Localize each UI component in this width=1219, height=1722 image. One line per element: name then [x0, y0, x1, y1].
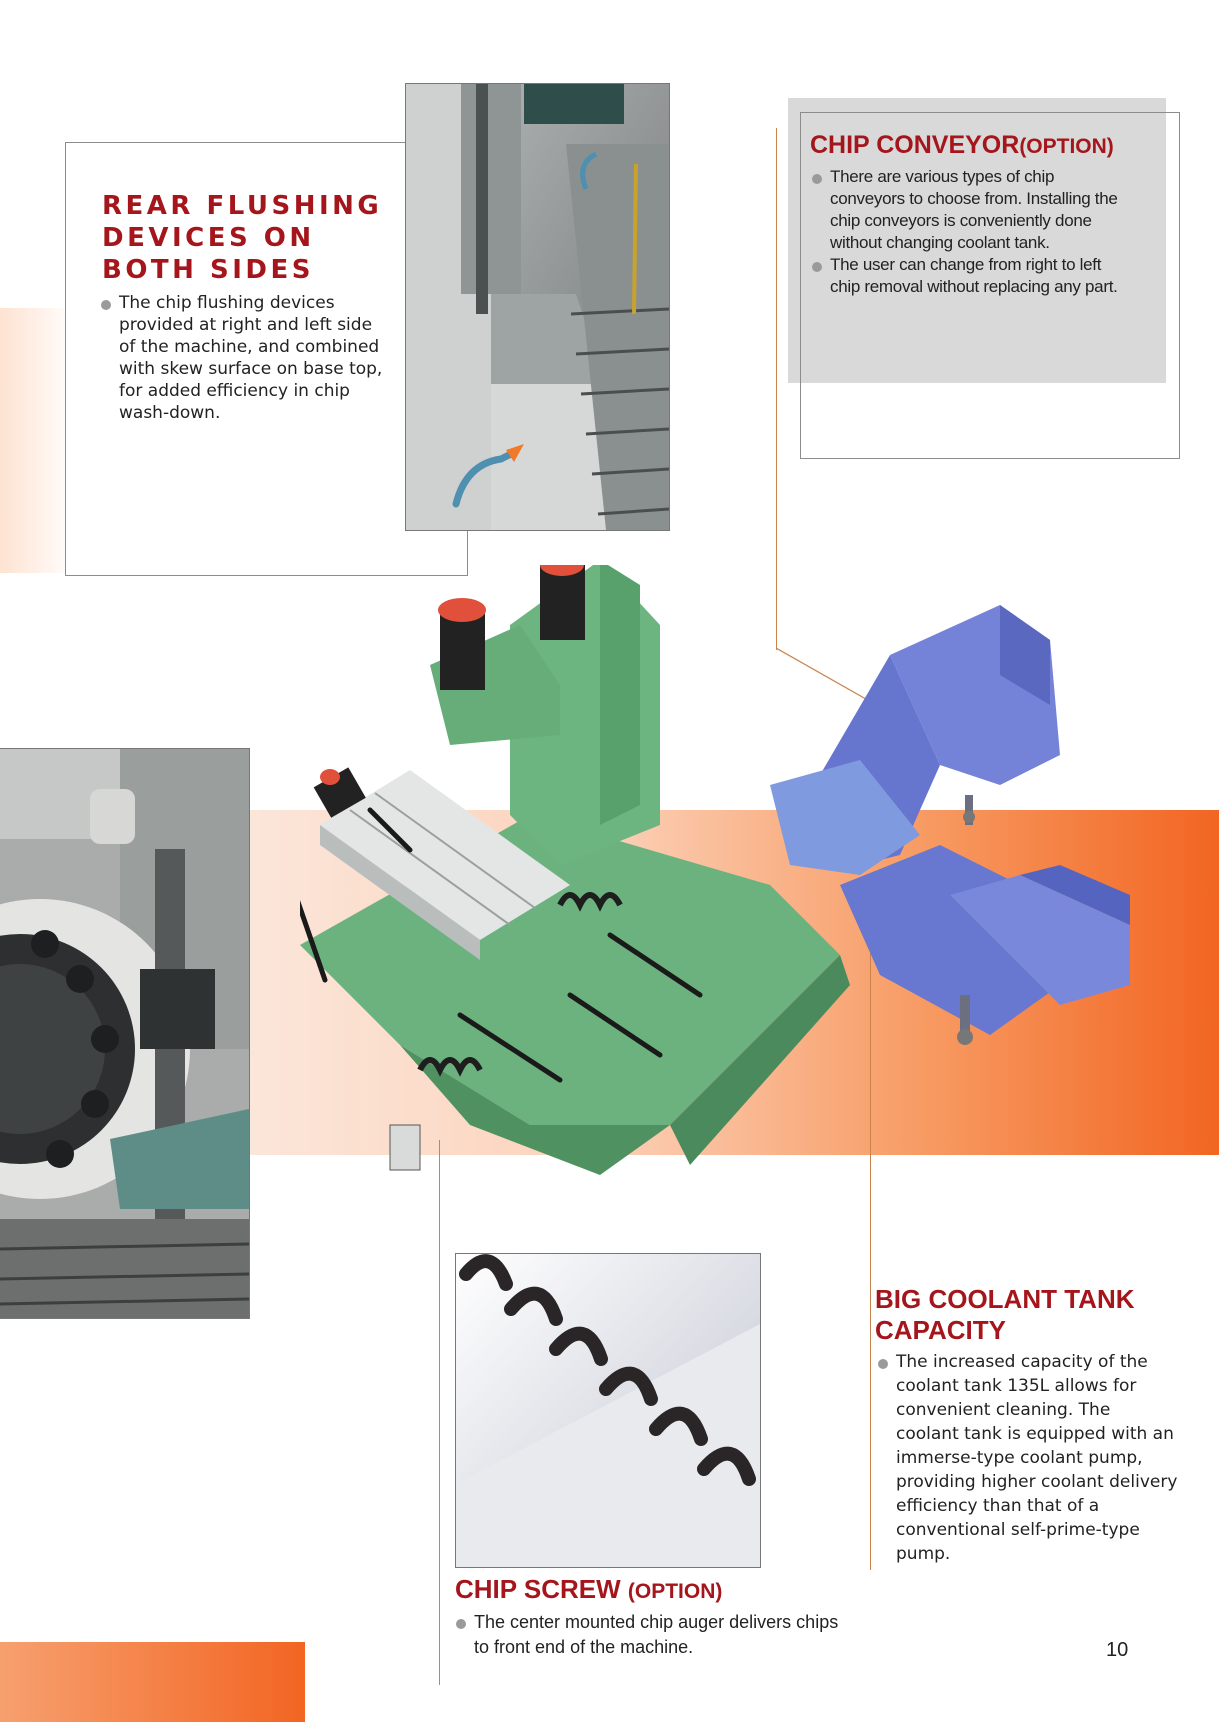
coolant-tank-bullet: The increased capacity of the coolant tank 135L allows for convenient cleaning. The coolant tank is equipped with an immerse-type coolant pump, providing higher coolant delivery efficiency than that of a conventional self-prime-type pump. [878, 1350, 1178, 1566]
spindle-photo [0, 748, 250, 1319]
chip-conveyor-title [810, 130, 1180, 162]
left-gradient-panel [0, 308, 75, 573]
chip-screw-title-option: (OPTION) [627, 1580, 723, 1603]
coolant-tank-title: BIG COOLANT TANK CAPACITY [875, 1284, 1135, 1345]
coolant-tank-bullets [878, 1350, 1178, 1566]
chip-screw-photo [455, 1253, 761, 1568]
rear-flushing-title: REAR FLUSHING DEVICES ON BOTH SIDES [102, 191, 383, 285]
chip-conveyor-bullet-2: The user can change from right to left chip removal without replacing any part. [812, 254, 1132, 298]
chip-screw-title [455, 1574, 875, 1607]
chip-screw-bullet: The center mounted chip auger delivers chips to front end of the machine. [456, 1610, 856, 1660]
rear-flushing-photo [405, 83, 670, 531]
chip-conveyor-bullet-1: There are various types of chip conveyors to choose from. Installing the chip conveyors is conveniently done without changing coolant tank. [812, 166, 1132, 254]
machine-base-illustration [300, 565, 850, 1175]
page-number: 10 [1106, 1639, 1129, 1661]
chip-conveyor-bullets [812, 166, 1132, 298]
chip-conveyor-title-main: CHIP CONVEYOR [810, 131, 1020, 159]
rear-flushing-bullets [101, 292, 391, 424]
chip-screw-title-main: CHIP SCREW [455, 1574, 621, 1604]
chip-screw-bullets [456, 1610, 856, 1660]
bottom-orange-bar [0, 1642, 305, 1722]
rear-flushing-bullet: The chip flushing devices provided at right and left side of the machine, and combined with skew surface on base top, for added efficiency in chip wash-down. [101, 292, 391, 424]
machine-illustration [300, 565, 1150, 1245]
chip-conveyor-title-option: (OPTION) [1019, 135, 1114, 158]
